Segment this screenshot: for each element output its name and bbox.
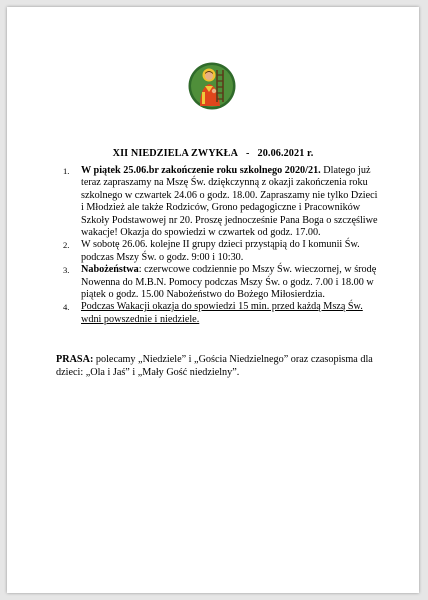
press-paragraph	[56, 354, 396, 379]
item-text: Dlatego już teraz zapraszamy na Mszę Św. dziękczynną z okazji zakończenia roku szkolnego w czwartek 24.06 o godz. 18.00. Zapraszamy nie tylko Dzieci i Młodzież ale także Rodziców, Grono pedagogiczne i Pracowników Szkoły Podstawowej nr 20. Proszę jednocześnie Pana Boga o szczęśliwe wakacje! Okazja do spowiedzi w czwartek od godz. 17.00.	[81, 165, 378, 239]
page-title	[7, 148, 419, 159]
item-heading: Nabożeństwa	[81, 264, 139, 276]
announcement-list	[63, 165, 381, 326]
list-number: 3.	[63, 265, 70, 276]
item-text: : czerwcowe codziennie po Mszy Św. wieczornej, w środę Nowenna do M.B.N. Pomocy podczas Mszy Św. o godz. 7.00 i 18.00 w piątek o godz. 15.00 Nabożeństwo do Bożego Miłosierdzia.	[81, 264, 377, 301]
list-item	[63, 165, 381, 239]
item-text: W sobotę 26.06. kolejne II grupy dzieci przystąpią do I komunii Św. podczas Mszy Św. o godz. 9:00 i 10:30.	[81, 239, 360, 263]
list-number: 4.	[63, 302, 70, 313]
list-item	[63, 239, 381, 264]
list-number: 2.	[63, 240, 70, 251]
saint-with-ladder-icon	[188, 62, 236, 110]
press-text: polecamy „Niedziele” i „Gościa Niedzielnego” oraz czasopisma dla dzieci: „Ola i Jaś” i „Mały Gość niedzielny”.	[56, 354, 373, 378]
item-heading: W piątek 25.06.br zakończenie roku szkolnego 2020/21.	[81, 165, 321, 176]
list-item	[63, 301, 381, 326]
press-label: PRASA:	[56, 354, 94, 365]
title-separator: -	[246, 148, 250, 159]
item-text: Podczas Wakacji okazja do spowiedzi 15 min. przed każdą Mszą Św. wdni powszednie i niedziele.	[81, 301, 363, 325]
document-page	[7, 7, 419, 593]
title-text: XII NIEDZIELA ZWYKŁA	[112, 148, 239, 159]
list-number: 1.	[63, 166, 70, 176]
title-date: 20.06.2021 r.	[257, 148, 314, 159]
list-item	[63, 264, 381, 301]
